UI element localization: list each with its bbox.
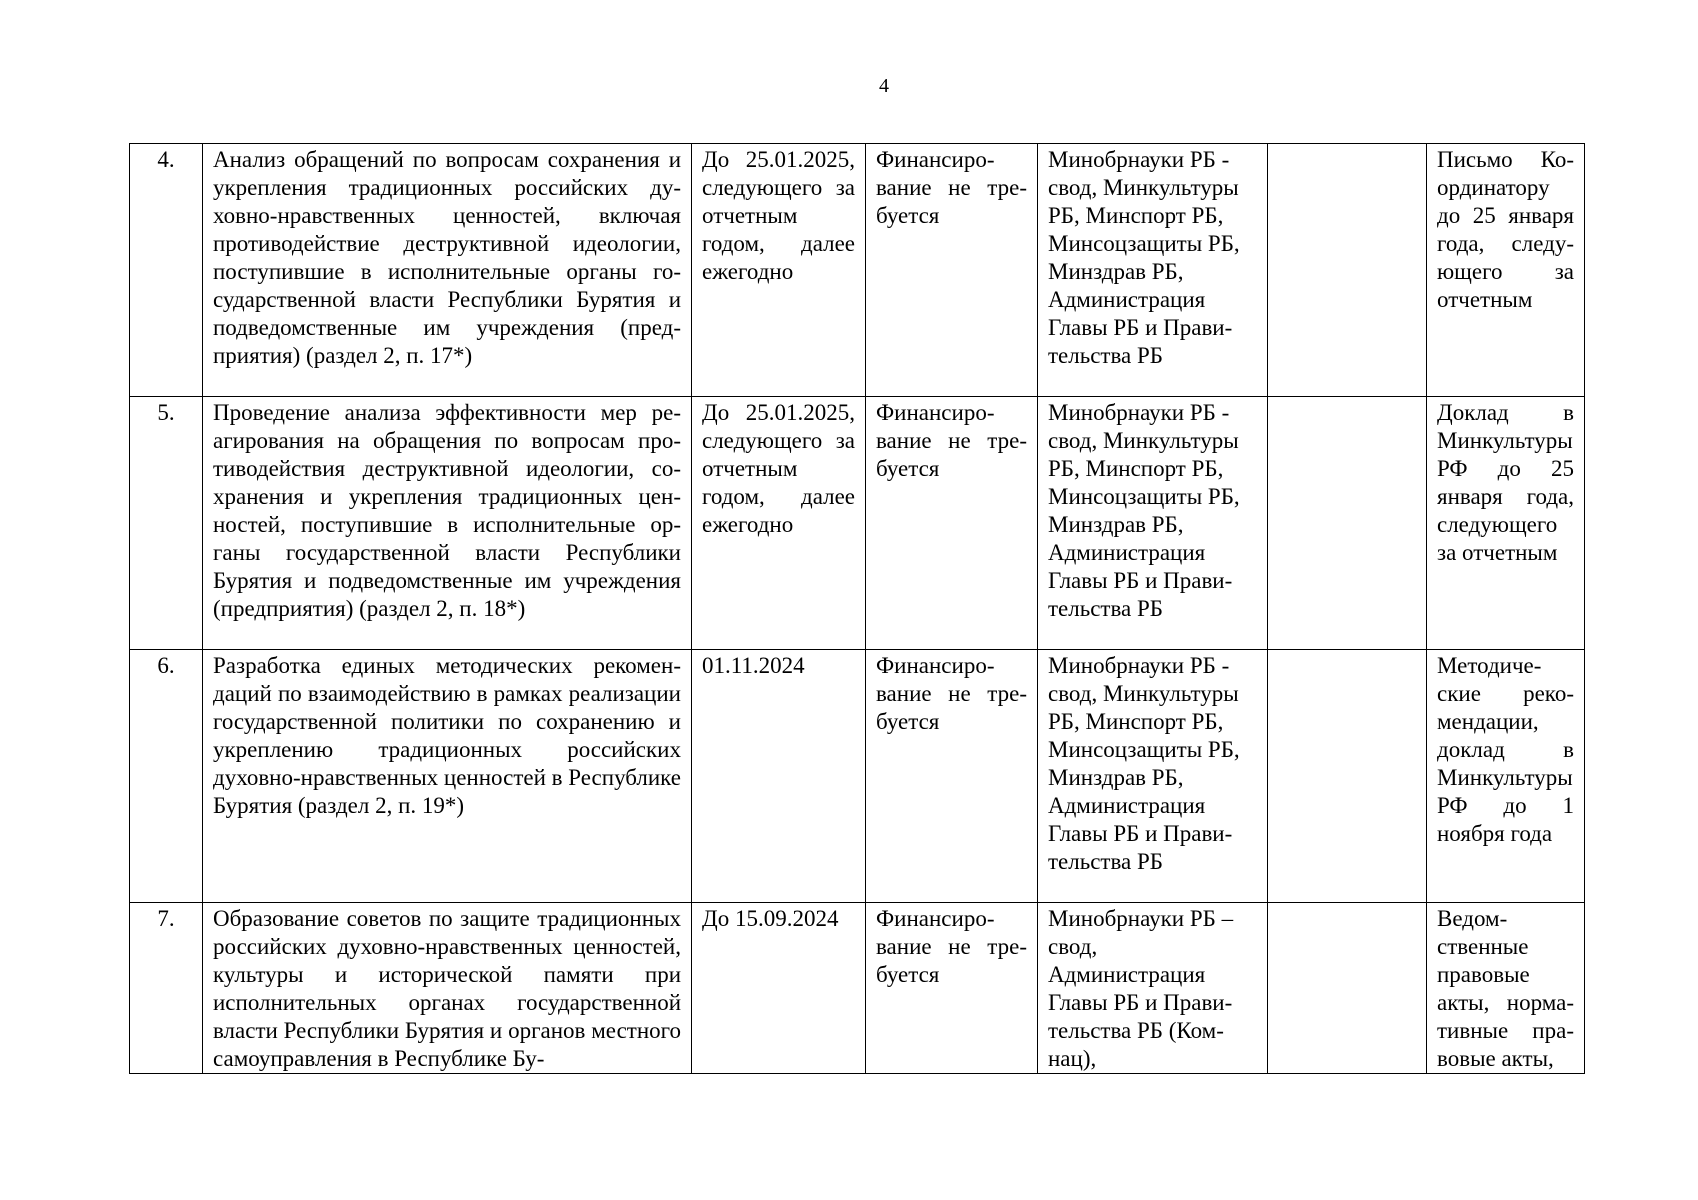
financing-cell: Финансирование не требуется	[866, 903, 1038, 1074]
empty-cell	[1268, 650, 1427, 903]
table-row	[130, 903, 1585, 1074]
table-row	[130, 650, 1585, 903]
event-cell: Разработка единых методических рекомендаций по взаимодействию в рамках реализации государственной политики по сохранению и укреплению традиционных российских духовно-нравственных ценностей в Республике Бурятия (раздел 2, п. 19*)	[203, 650, 692, 903]
executors-cell: Минобрнауки РБ – свод, Администрация Главы РБ и Правительства РБ (Комнац),	[1038, 903, 1268, 1074]
page-number: 4	[879, 75, 889, 97]
executors-cell: Минобрнауки РБ - свод, Минкультуры РБ, Минспорт РБ, Минсоцзащиты РБ, Минздрав РБ, Администрация Главы РБ и Правительства РБ	[1038, 650, 1268, 903]
result-cell: Ведомственные правовые акты, нормативные правовые акты,	[1427, 903, 1585, 1074]
result-cell: Доклад в Минкультуры РФ до 25 января года, следующего за отчетным	[1427, 397, 1585, 650]
deadline-cell: 01.11.2024	[692, 650, 866, 903]
executors-cell: Минобрнауки РБ - свод, Минкультуры РБ, Минспорт РБ, Минсоцзащиты РБ, Минздрав РБ, Администрация Главы РБ и Правительства РБ	[1038, 144, 1268, 397]
financing-cell: Финансирование не требуется	[866, 397, 1038, 650]
empty-cell	[1268, 144, 1427, 397]
table-row	[130, 397, 1585, 650]
row-number: 7.	[130, 903, 203, 1074]
executors-cell: Минобрнауки РБ - свод, Минкультуры РБ, Минспорт РБ, Минсоцзащиты РБ, Минздрав РБ, Администрация Главы РБ и Правительства РБ	[1038, 397, 1268, 650]
row-number: 6.	[130, 650, 203, 903]
deadline-cell: До 15.09.2024	[692, 903, 866, 1074]
event-cell: Образование советов по защите традиционных российских духовно-нравственных ценностей, культуры и исторической памяти при исполнительных органах государственной власти Республики Бурятия и органов местного самоуправления в Республике Бу-	[203, 903, 692, 1074]
empty-cell	[1268, 903, 1427, 1074]
plan-table	[129, 143, 1585, 1074]
empty-cell	[1268, 397, 1427, 650]
result-cell: Методические рекомендации, доклад в Минкультуры РФ до 1 ноября года	[1427, 650, 1585, 903]
event-cell: Анализ обращений по вопросам сохранения и укрепления традиционных российских духовно-нравственных ценностей, включая противодействие деструктивной идеологии, поступившие в исполнительные органы государственной власти Республики Бурятия и подведомственные им учреждения (предприятия) (раздел 2, п. 17*)	[203, 144, 692, 397]
deadline-cell: До 25.01.2025, следующего за отчетным годом, далее ежегодно	[692, 144, 866, 397]
result-cell: Письмо Координатору до 25 января года, следующего за отчетным	[1427, 144, 1585, 397]
event-cell: Проведение анализа эффективности мер реагирования на обращения по вопросам противодействия деструктивной идеологии, сохранения и укрепления традиционных ценностей, поступившие в исполнительные органы государственной власти Республики Бурятия и подведомственные им учреждения (предприятия) (раздел 2, п. 18*)	[203, 397, 692, 650]
row-number: 5.	[130, 397, 203, 650]
financing-cell: Финансирование не требуется	[866, 650, 1038, 903]
financing-cell: Финансирование не требуется	[866, 144, 1038, 397]
table-row	[130, 144, 1585, 397]
deadline-cell: До 25.01.2025, следующего за отчетным годом, далее ежегодно	[692, 397, 866, 650]
row-number: 4.	[130, 144, 203, 397]
